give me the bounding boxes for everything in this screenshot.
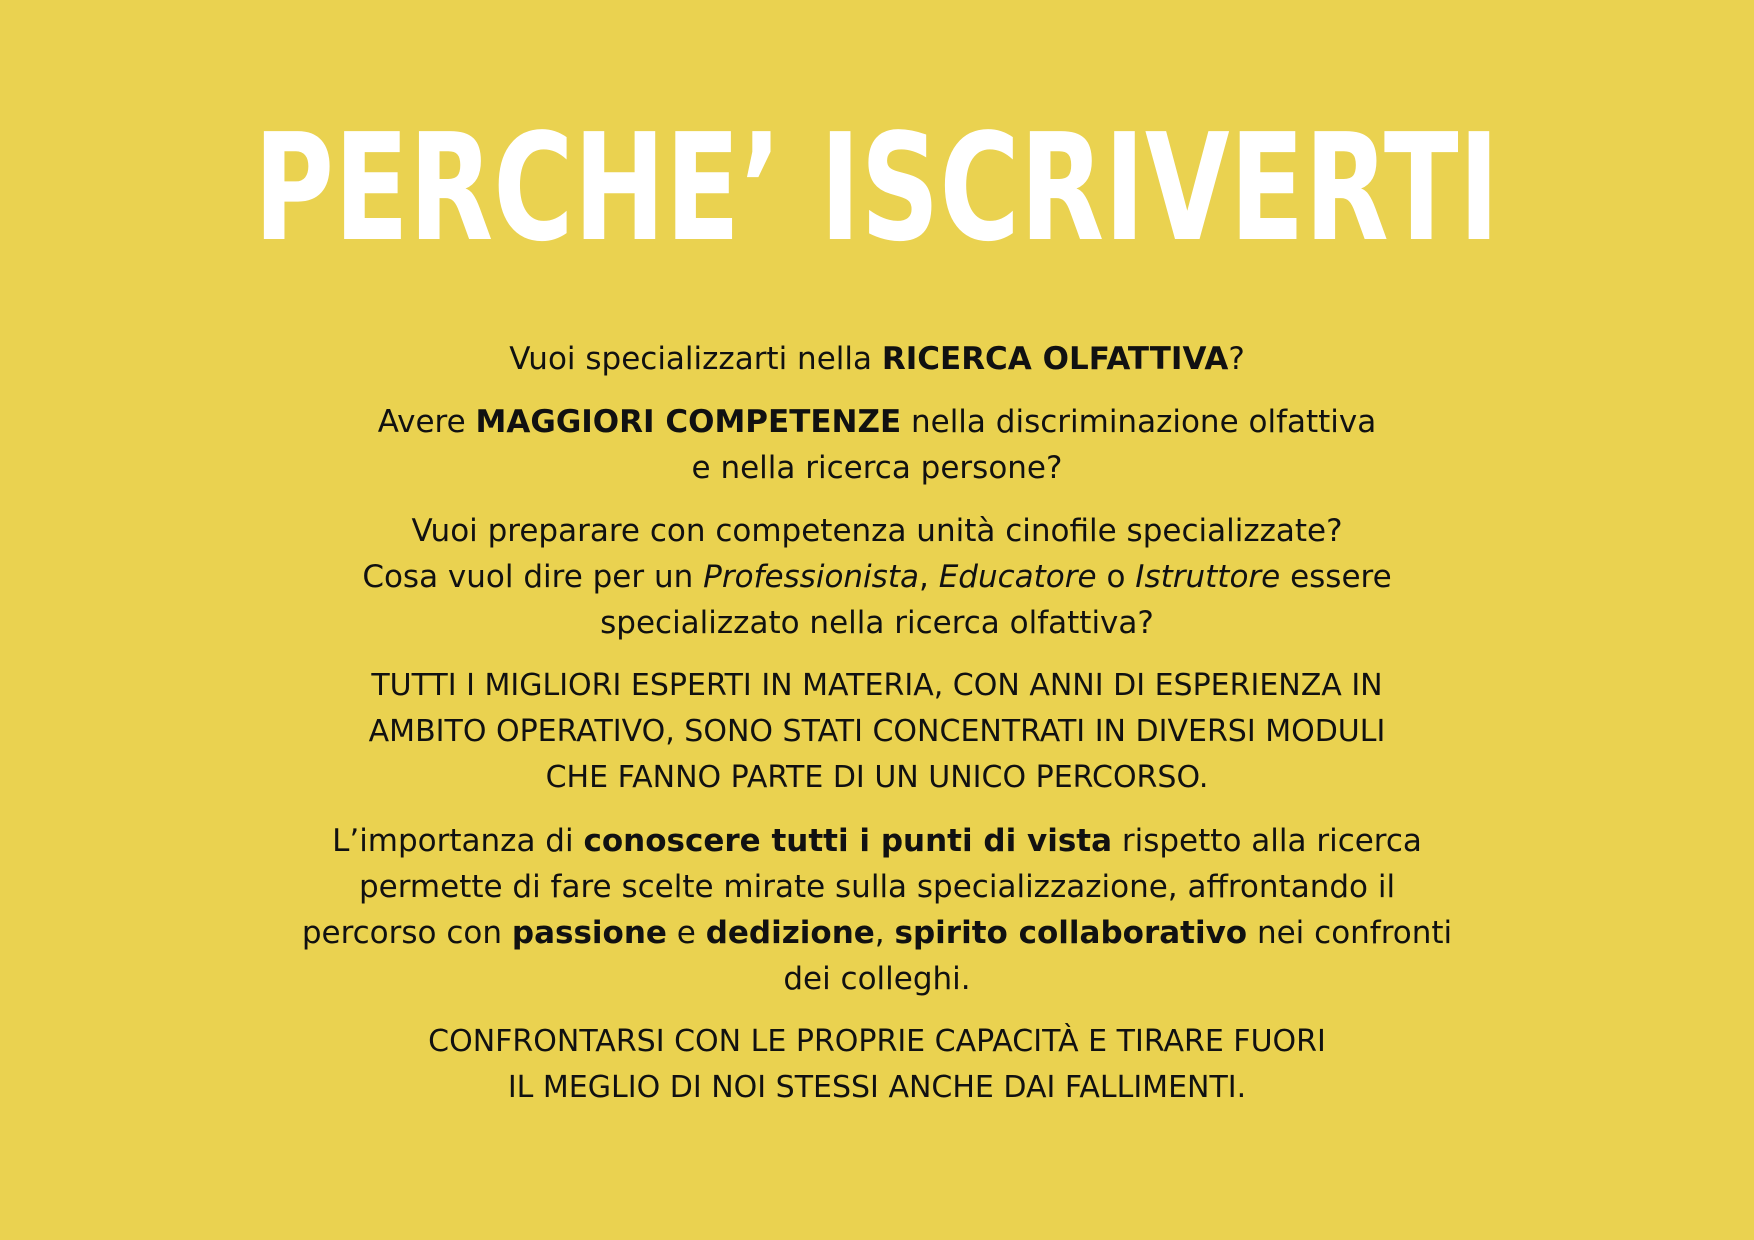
page-title-text: PERCHE’ ISCRIVERTI (254, 102, 1500, 274)
line (260, 554, 1494, 600)
text-run: o (1096, 559, 1136, 595)
text-run: percorso con (301, 915, 512, 951)
text-bold: conoscere tutti i punti di vista (583, 823, 1113, 859)
text-run: essere (1280, 559, 1392, 595)
text-run: e (666, 915, 706, 951)
text-run: , (918, 559, 939, 595)
text-bold: dedizione (705, 915, 875, 951)
text-run: ? (1228, 341, 1245, 377)
line (260, 399, 1494, 445)
line: Vuoi preparare con competenza unità cinofile specializzate? (411, 513, 1343, 549)
line: TUTTI I MIGLIORI ESPERTI IN MATERIA, CON ANNI DI ESPERIENZA IN (371, 668, 1383, 703)
line: permette di fare scelte mirate sulla specializzazione, affrontando il (358, 869, 1396, 905)
line (260, 910, 1494, 956)
text-italic: Educatore (938, 559, 1097, 595)
line: CHE FANNO PARTE DI UN UNICO PERCORSO. (545, 760, 1209, 795)
text-run: Vuoi specializzarti nella (509, 341, 882, 377)
line: specializzato nella ricerca olfattiva? (600, 605, 1154, 641)
text-italic: Professionista (703, 559, 919, 595)
paragraph-importance (260, 818, 1494, 1002)
paragraph-experts-statement (260, 663, 1494, 801)
line (260, 336, 1494, 382)
text-run: rispetto alla ricerca (1112, 823, 1422, 859)
text-run: L’importanza di (332, 823, 584, 859)
text-bold: spirito collaborativo (894, 915, 1248, 951)
line: CONFRONTARSI CON LE PROPRIE CAPACITÀ E TIRARE FUORI (428, 1024, 1326, 1059)
line: dei colleghi. (783, 961, 971, 997)
line (260, 818, 1494, 864)
body-text (260, 336, 1494, 1128)
text-run: nei confronti (1247, 915, 1453, 951)
line: AMBITO OPERATIVO, SONO STATI CONCENTRATI IN DIVERSI MODULI (368, 714, 1386, 749)
paragraph-prepare-question (260, 508, 1494, 646)
text-run: , (874, 915, 895, 951)
paragraph-closing-statement (260, 1019, 1494, 1111)
text-run: nella discriminazione olfattiva (901, 404, 1377, 440)
paragraph-competences-question (260, 399, 1494, 491)
text-run: Cosa vuol dire per un (362, 559, 704, 595)
text-bold: MAGGIORI COMPETENZE (475, 404, 902, 440)
text-bold: passione (511, 915, 667, 951)
text-run: Avere (377, 404, 476, 440)
page-title (0, 102, 1754, 274)
line: e nella ricerca persone? (691, 450, 1063, 486)
text-italic: Istruttore (1135, 559, 1281, 595)
text-bold: RICERCA OLFATTIVA (881, 341, 1229, 377)
paragraph-olfactory-question (260, 336, 1494, 382)
line: IL MEGLIO DI NOI STESSI ANCHE DAI FALLIMENTI. (507, 1070, 1247, 1105)
